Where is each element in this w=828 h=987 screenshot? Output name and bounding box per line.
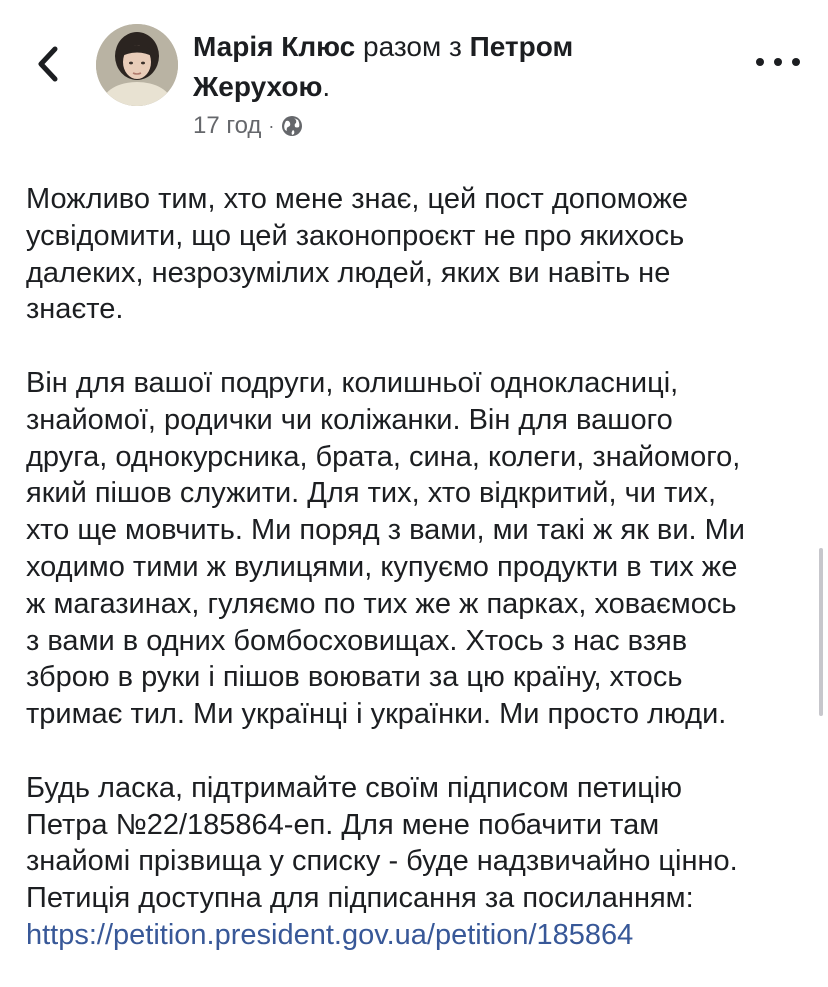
- with-word: разом з: [363, 31, 462, 62]
- post-meta: [193, 110, 303, 142]
- avatar[interactable]: [96, 24, 178, 106]
- post-line: ж магазинах, гуляємо по тих же ж парках, ховаємось: [26, 587, 737, 620]
- author-name[interactable]: Марія Клюс: [193, 31, 356, 62]
- post-line: ходимо тими ж вулицями, купуємо продукти в тих же: [26, 550, 738, 583]
- scrollbar[interactable]: [819, 548, 823, 716]
- more-dot-icon: [792, 58, 800, 66]
- paragraph-gap: [26, 328, 806, 365]
- post-line: Петиція доступна для підписання за посиланням:: [26, 882, 694, 915]
- back-button[interactable]: [28, 40, 68, 88]
- post-line: хто ще мовчить. Ми поряд з вами, ми такі ж як ви. Ми: [26, 514, 746, 547]
- petition-link[interactable]: https://petition.president.gov.ua/petition/185864: [26, 918, 634, 951]
- post-line: знаєте.: [26, 293, 124, 326]
- paragraph-gap: [26, 733, 806, 770]
- post-line: який пішов служити. Для тих, хто відкритий, чи тих,: [26, 477, 717, 510]
- more-dot-icon: [756, 58, 764, 66]
- post-line: усвідомити, що цей законопроєкт не про якихось: [26, 219, 685, 252]
- post-line: Петра №22/185864-еп. Для мене побачити там: [26, 808, 660, 841]
- post-line: знайомої, родички чи коліжанки. Він для вашого: [26, 403, 673, 436]
- post-line: тримає тил. Ми українці і українки. Ми просто люди.: [26, 698, 727, 731]
- post-line: далеких, незрозумілих людей, яких ви навіть не: [26, 256, 671, 289]
- tagged-name[interactable]: Петром Жерухою: [193, 31, 574, 102]
- post-line: друга, однокурсника, брата, сина, колеги, знайомого,: [26, 440, 741, 473]
- post-line: Він для вашої подруги, колишньої однокласниці,: [26, 366, 679, 399]
- more-options-button[interactable]: [756, 48, 800, 76]
- tagged-suffix: .: [322, 71, 331, 102]
- author-line: [193, 27, 713, 107]
- post-line: Можливо тим, хто мене знає, цей пост допоможе: [26, 183, 689, 215]
- globe-icon: [281, 115, 303, 137]
- post-line: з вами в одних бомбосховищах. Хтось з нас взяв: [26, 624, 688, 657]
- post-time[interactable]: 17 год: [193, 112, 262, 139]
- more-dot-icon: [774, 58, 782, 66]
- post-line: знайомі прізвища у списку - буде надзвичайно цінно.: [26, 845, 738, 878]
- post-line: зброю в руки і пішов воювати за цю країну, хтось: [26, 661, 683, 694]
- post-header: [0, 0, 828, 150]
- post-line: Будь ласка, підтримайте своїм підписом петицію: [26, 771, 683, 804]
- meta-separator: ·: [268, 115, 275, 136]
- post-text: [26, 181, 806, 954]
- chevron-left-icon: [35, 44, 61, 84]
